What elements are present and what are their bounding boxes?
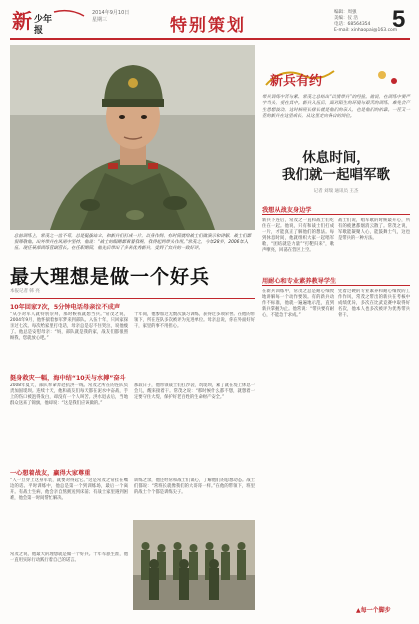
subhead-teaching: 用耐心和专业素养教导学生 bbox=[262, 278, 337, 285]
divider bbox=[10, 298, 255, 299]
body-text: 2008年夏天，部队奉命奔赴抗洪一线。常茂之所在的连队负责加固堤坝。连续十天，他和战友们每天都在泥水中奋战，手上的伤口被泡得发白，却没有一个人叫苦。洪水退去后，当地群众送来了锦旗，他却说：“这是我们应该做的。” bbox=[10, 383, 128, 406]
svg-text:少年: 少年 bbox=[34, 15, 53, 25]
soldier-portrait-photo bbox=[10, 45, 255, 230]
body-text: 训练之余，他还经常和战士们谈心，了解他们的思想动态。战士们都说：“常班长就像我们的大哥哥一样。”在他的带领下，班里的战士个个都是训练尖子。 bbox=[134, 478, 255, 495]
footer-mark: ▲每一个脚步 bbox=[356, 607, 391, 614]
body-text: 凭着过硬的专业素养和耐心细致的工作作风，常茂之带出的新兵在考核中成绩优异，多次在比武竞赛中取得好名次，他本人也多次被评为优秀带兵骨干。 bbox=[338, 289, 410, 318]
subhead-family: 10年回家7次，5分钟电话母亲泣不成声 bbox=[10, 304, 121, 311]
body-text: 那段日子，他带领战士们扛沙袋、筑堤坝，累了就在堤上休息一会儿，醒来接着干。常茂之说：“那时候什么都不想，就想着一定要守住大堤，保护好老百姓的生命财产安全。” bbox=[134, 383, 255, 400]
svg-text:报: 报 bbox=[34, 26, 44, 36]
body-text: 常茂之说，他最大的理想就是做一个好兵。十年军旅生涯，他一直用实际行动践行着自己的诺言。 bbox=[10, 552, 128, 563]
masthead bbox=[10, 6, 410, 40]
divider bbox=[262, 285, 410, 286]
newspaper-logo bbox=[10, 6, 88, 36]
body-text: 战士们说，唱军歌的时候最开心，所有的疲惫都烟消云散了。常茂之说，军歌能凝聚人心，能鼓舞士气，这也是带兵的一种方法。 bbox=[338, 218, 410, 241]
feature-byline: 记者 刘瑞 通讯员 王杰 bbox=[313, 189, 359, 194]
main-headline: 最大理想是做一个好兵 bbox=[10, 266, 211, 288]
svg-text:新: 新 bbox=[12, 9, 32, 33]
issue-date: 2014年9月10日 星期三 bbox=[92, 10, 130, 23]
feature-intro: 带兵训练中苦与累、常茂之总结出“以情带兵”的经验。他说，在训练中要严字当头，爱在其中。新兵入伍后，面对陌生的环境与艰苦的训练，难免会产生思想波动，这时候班长排长就是他们的亲人，也是他们的依靠。一茬又一茬的新兵在这里成长，从这里走向各自的岗位。 bbox=[262, 95, 410, 120]
divider bbox=[262, 214, 410, 215]
body-text: 新兵下连后，常茂之一直和战士们吃住在一起。他说，只有和战士们打成一片，才能真正了解他们的想法。每到休息时间，他就组织大家一起唱军歌，“团结就是力量”“打靶归来”，歌声嘹亮，回荡在营区上空。 bbox=[262, 218, 334, 253]
body-text: “人一旦穿上这身军装，就要对得起它。”这是常茂之常挂在嘴边的话。平时训练中，他总是第一个到训练场，最后一个离开。有战士生病，他会亲自熬粥送到床前；有战士家里遇到困难，他会第一时间帮忙解决。 bbox=[10, 478, 128, 501]
feature-banner bbox=[262, 65, 410, 91]
subhead-flood: 挺身救灾一幅，海中结“10天与水搏”奋斗 bbox=[10, 375, 126, 382]
main-byline: 本报记者 韩 亮 bbox=[10, 289, 40, 294]
photo-caption: 总前训练上，常茂之一丝不苟，总是挺拔站立，和新兵们打成一片，以身作则、有时间就给战士们做演示和讲解，战士们都很尊敬他。出外带兵在风雨中坚持，他说：“战士的眼睛都看着我呢，我得起到带头作用。”常茂之，今年28岁，2006年入伍，现任某部训练营副营长。在任职期间，他先后带出了多名优秀新兵，受到了官兵的一致好评。 bbox=[14, 234, 252, 251]
feature-headline: 休息时间， 我们就一起唱军歌 bbox=[282, 150, 390, 183]
subhead-comrades: 一心想着战友，赢得大家尊重 bbox=[10, 470, 91, 477]
soldiers-drill-photo bbox=[133, 520, 255, 610]
body-text: 十年间，他参加过无数次演习训练，获得过多项荣誉。在他的带领下，所在连队多次被评为先进单位。母亲总说，你在外面好好干，家里的事不用担心。 bbox=[134, 312, 255, 329]
page-number: 5 bbox=[392, 6, 406, 33]
subhead-songs: 我想从战友身边学 bbox=[262, 207, 312, 214]
editor-info: 编辑：周强 美编：仪 浩 电话：68564354 E-mail: xinhaopai@163.com bbox=[334, 10, 398, 33]
body-text: “从小对军人就特别崇拜，那时候我就想当兵。”常茂之说，2004年9月，他怀揣着参军梦来到部队。入伍十年，只回家探亲过七次。每次给家里打电话，母亲总是忍不住哭泣，说他瘦了。他总是安慰母亲：“妈，部队就是我的家，战友们都很照顾我，您就放心吧。” bbox=[10, 312, 128, 341]
banner-text: 新兵有约 bbox=[270, 74, 323, 89]
section-title: 特别策划 bbox=[170, 16, 246, 36]
body-text: 在新兵训练中，常茂之总是耐心细致地讲解每一个动作要领。有的新兵动作不标准，他就一遍遍地示范，直到新兵掌握为止。他常说：“带兵要有耐心，不能急于求成。” bbox=[262, 289, 334, 318]
